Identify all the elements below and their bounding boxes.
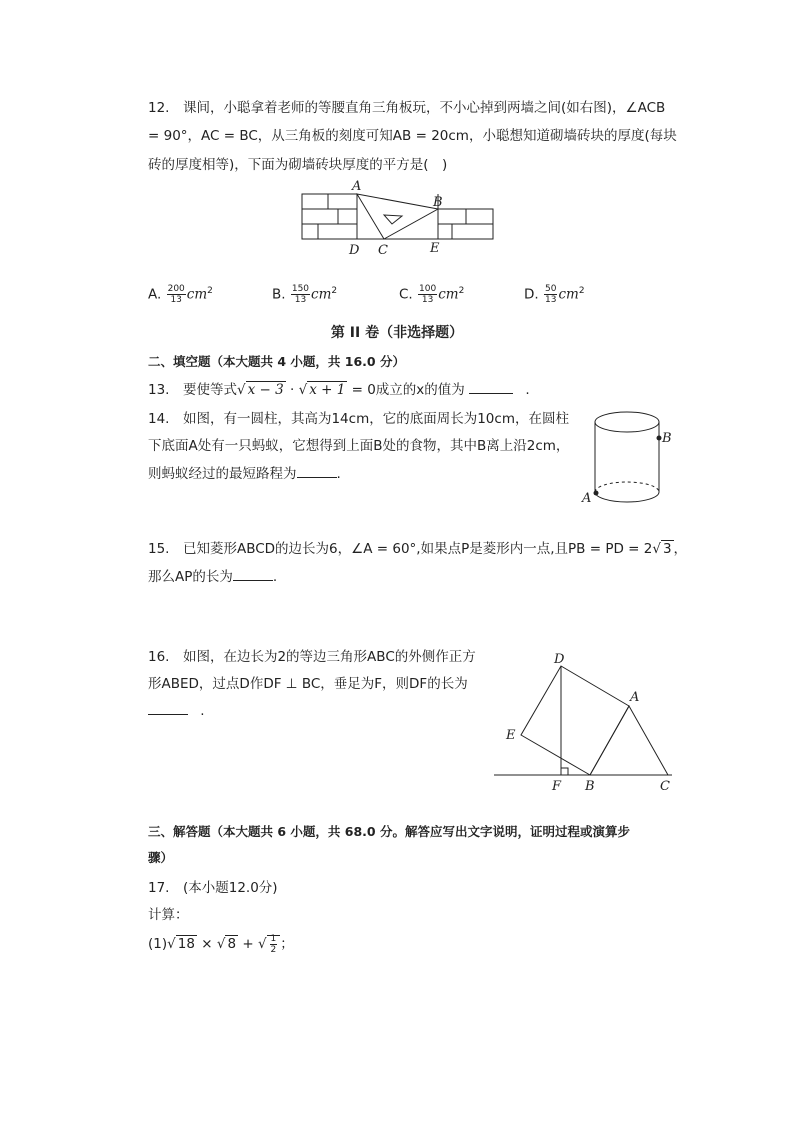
section3-header-line2: 骤） [148,850,174,865]
q14-line3: 则蚂蚁经过的最短路程为 . [148,462,341,482]
triangle-ruler [357,194,438,239]
q13-answer-blank[interactable] [469,379,513,394]
label-A: A [630,690,640,705]
left-wall [302,194,357,239]
option-c: C. $\frac{100}{13}$ $cm^2$ [399,284,465,305]
label-D: D [554,652,565,667]
label-E: E [430,241,440,256]
section3-header-line1: 三、解答题（本大题共 6 小题，共 68.0 分。解答应写出文字说明，证明过程或演算步 [148,824,630,839]
q14-line2: 下底面A处有一只蚂蚁，它想得到上面B处的食物，其中B离上沿2cm， [148,438,570,454]
section2-header: 二、填空题（本大题共 4 小题，共 16.0 分） [148,354,405,369]
q12-line3: 砖的厚度相等)，下面为砌墙砖块厚度的平方是( ) [148,157,448,173]
q15-answer-blank[interactable] [233,566,273,581]
point-B [657,436,662,441]
q16-answer-blank[interactable] [148,700,188,715]
q14-answer-blank[interactable] [297,463,337,478]
q14-line1: 14. 如图，有一圆柱，其高为14cm，它的底面周长为10cm，在圆柱 [148,411,569,427]
triangle-ABC [590,706,668,775]
triangle-hole [384,215,402,224]
option-a: A. $\frac{200}{13}$ $cm^2$ [148,284,213,305]
label-B: B [662,431,672,446]
label-D: D [349,243,360,258]
point-A [594,491,599,496]
cylinder-top [595,412,659,432]
q12-wall-figure [296,176,500,260]
label-E: E [506,728,516,743]
q15-line2: 那么AP的长为 . [148,565,277,585]
label-A: A [582,491,592,506]
part2-title: 第 II 卷（非选择题） [330,325,464,341]
q16-line2: 形ABED，过点D作DF ⊥ BC，垂足为F，则DF的长为 [148,676,468,692]
label-B: B [433,195,443,210]
label-B: B [585,779,595,794]
q16-line3: . [148,700,205,719]
label-A: A [352,179,362,194]
q13: 13. 要使等式√ x − 3 · √ x + 1 = 0成立的x的值为 . [148,378,530,398]
q17-item1: (1)√ 18 × √ 8 + √ $\frac{1}{2}$ ； [148,933,294,955]
label-C: C [378,243,388,258]
q17-instruction: 计算： [148,907,189,923]
right-angle-mark [561,768,568,775]
option-b: B. $\frac{150}{13}$ $cm^2$ [272,284,338,305]
q14-cylinder-figure [578,406,674,506]
label-C: C [660,779,670,794]
q12-line2: = 90°，AC = BC，从三角板的刻度可知AB = 20cm，小聪想知道砌墙砖块的厚度(每块 [148,128,677,144]
q16-geometry-figure [490,650,680,796]
q16-line1: 16. 如图，在边长为2的等边三角形ABC的外侧作正方 [148,649,476,665]
q17-title: 17. (本小题12.0分) [148,880,278,896]
q12-line1: 12. 课间，小聪拿着老师的等腰直角三角板玩，不小心掉到两墙之间(如右图)，∠ACB [148,100,666,116]
q15-line1: 15. 已知菱形ABCD的边长为6，∠A = 60°,如果点P是菱形内一点,且PB = PD = 2√ 3 ， [148,541,688,557]
square-ABED [521,666,629,775]
label-F: F [552,779,562,794]
option-d: D. $\frac{50}{13}$ $cm^2$ [524,284,585,305]
